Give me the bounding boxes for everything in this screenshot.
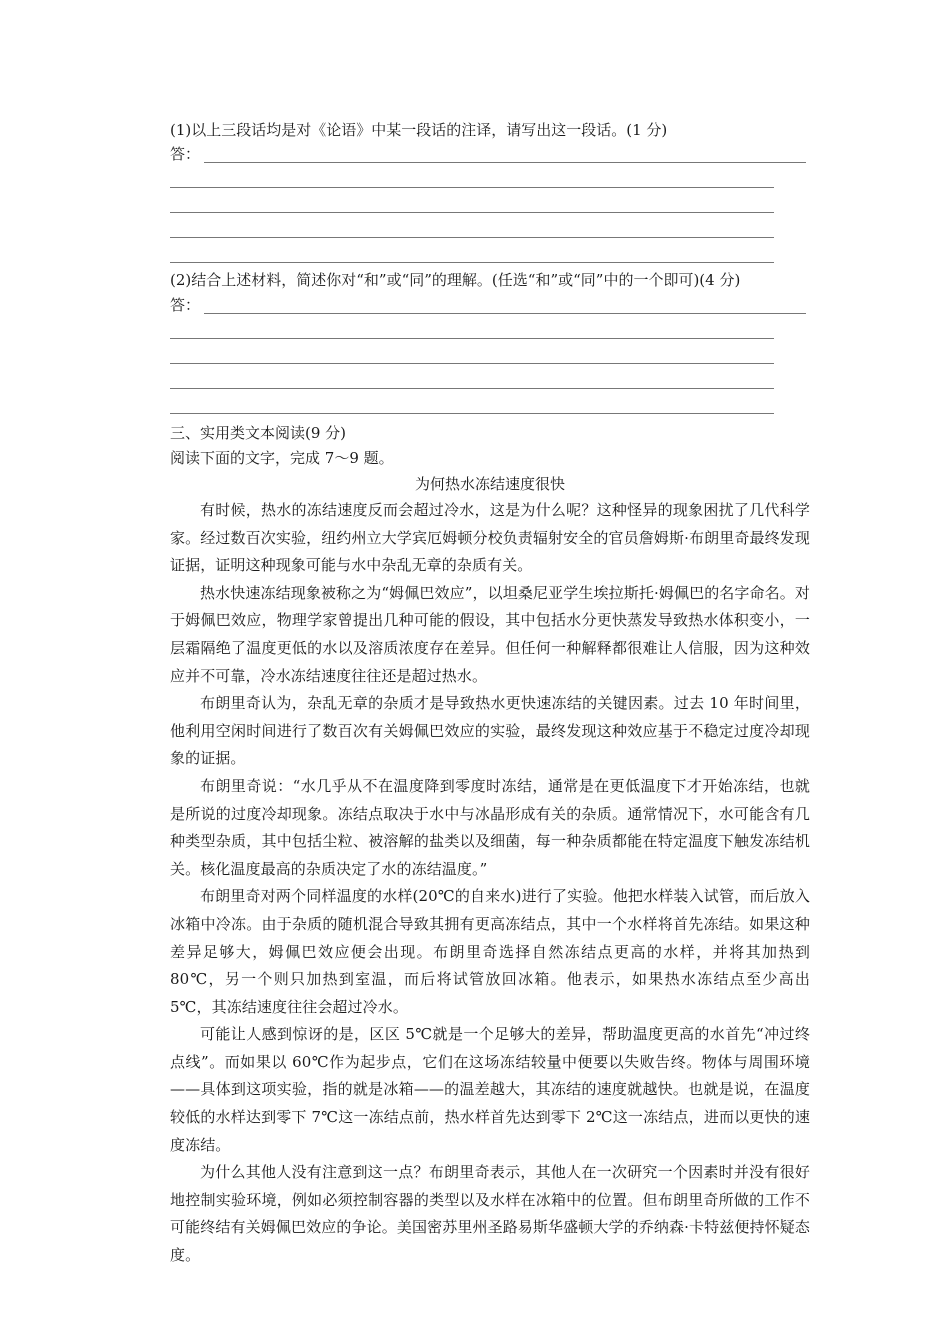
answer-line[interactable] <box>170 342 810 367</box>
answer-line[interactable] <box>170 317 810 342</box>
answer-label: 答： <box>170 296 201 314</box>
answer-line[interactable] <box>170 166 810 191</box>
answer-line[interactable] <box>170 216 810 241</box>
article-paragraph: 有时候，热水的冻结速度反而会超过冷水，这是为什么呢？这种怪异的现象困扰了几代科学家。经过数百次实验，纽约州立大学宾厄姆顿分校负责辐射安全的官员詹姆斯·布朗里奇最终发现证据，证明这种现象可能与水中杂乱无章的杂质有关。 <box>170 501 810 575</box>
question-2-answer-row <box>170 293 810 317</box>
answer-label: 答： <box>170 145 201 163</box>
article-paragraph: 热水快速冻结现象被称之为“姆佩巴效应”，以坦桑尼亚学生埃拉斯托·姆佩巴的名字命名。对于姆佩巴效应，物理学家曾提出几种可能的假设，其中包括水分更快蒸发导致热水体积变小，一层霜隔绝了温度更低的水以及溶质浓度存在差异。但任何一种解释都很难让人信服，因为这种效应并不可靠，冷水冻结速度往往还是超过热水。 <box>170 583 810 685</box>
article-paragraph: 布朗里奇说：“水几乎从不在温度降到零度时冻结，通常是在更低温度下才开始冻结，也就是所说的过度冷却现象。冻结点取决于水中与冰晶形成有关的杂质。通常情况下，水可能含有几种类型杂质，其中包括尘粒、被溶解的盐类以及细菌，每一种杂质都能在特定温度下触发冻结机关。核化温度最高的杂质决定了水的冻结温度。” <box>170 776 810 878</box>
section-instruction: 阅读下面的文字，完成 7～9 题。 <box>170 449 394 467</box>
answer-line[interactable] <box>170 191 810 216</box>
article-paragraph: 布朗里奇认为，杂乱无章的杂质才是导致热水更快速冻结的关键因素。过去 10 年时间里，他利用空闲时间进行了数百次有关姆佩巴效应的实验，最终发现这种效应基于不稳定过度冷却现象的证据。 <box>170 694 810 768</box>
question-1-prompt: (1)以上三段话均是对《论语》中某一段话的注译，请写出这一段话。(1 分) <box>170 121 668 139</box>
article-paragraph: 可能让人感到惊讶的是，区区 5℃就是一个足够大的差异，帮助温度更高的水首先“冲过终点线”。而如果以 60℃作为起步点，它们在这场冻结较量中便要以失败告终。物体与周围环境——具体到这项实验，指的就是冰箱——的温差越大，其冻结的速度就越快。也就是说，在温度较低的水样达到零下 7℃这一冻结点前，热水样首先达到零下 2℃这一冻结点，进而以更快的速度冻结。 <box>170 1025 810 1154</box>
exam-page <box>170 118 810 1270</box>
question-1-answer-row <box>170 142 810 166</box>
answer-line[interactable] <box>204 297 806 314</box>
section-heading: 三、实用类文本阅读(9 分) <box>170 424 347 442</box>
question-2-prompt: (2)结合上述材料，简述你对“和”或“同”的理解。(任选“和”或“同”中的一个即可)(4 分) <box>170 271 741 289</box>
article-paragraph: 布朗里奇对两个同样温度的水样(20℃的自来水)进行了实验。他把水样装入试管，而后放入冰箱中冷冻。由于杂质的随机混合导致其拥有更高冻结点，其中一个水样将首先冻结。如果这种差异足够大，姆佩巴效应便会出现。布朗里奇选择自然冻结点更高的水样，并将其加热到 80℃，另一个则只加热到室温，而后将试管放回冰箱。他表示，如果热水冻结点至少高出 5℃，其冻结速度往往会超过冷水。 <box>170 887 810 1016</box>
article-title: 为何热水冻结速度很快 <box>414 475 565 493</box>
answer-line[interactable] <box>170 241 810 266</box>
answer-line[interactable] <box>204 146 806 163</box>
answer-line[interactable] <box>170 392 810 417</box>
article-paragraph: 为什么其他人没有注意到这一点？布朗里奇表示，其他人在一次研究一个因素时并没有很好地控制实验环境，例如必须控制容器的类型以及水样在冰箱中的位置。但布朗里奇所做的工作不可能终结有关姆佩巴效应的争论。美国密苏里州圣路易斯华盛顿大学的乔纳森·卡特兹便持怀疑态度。 <box>170 1163 810 1265</box>
answer-line[interactable] <box>170 367 810 392</box>
